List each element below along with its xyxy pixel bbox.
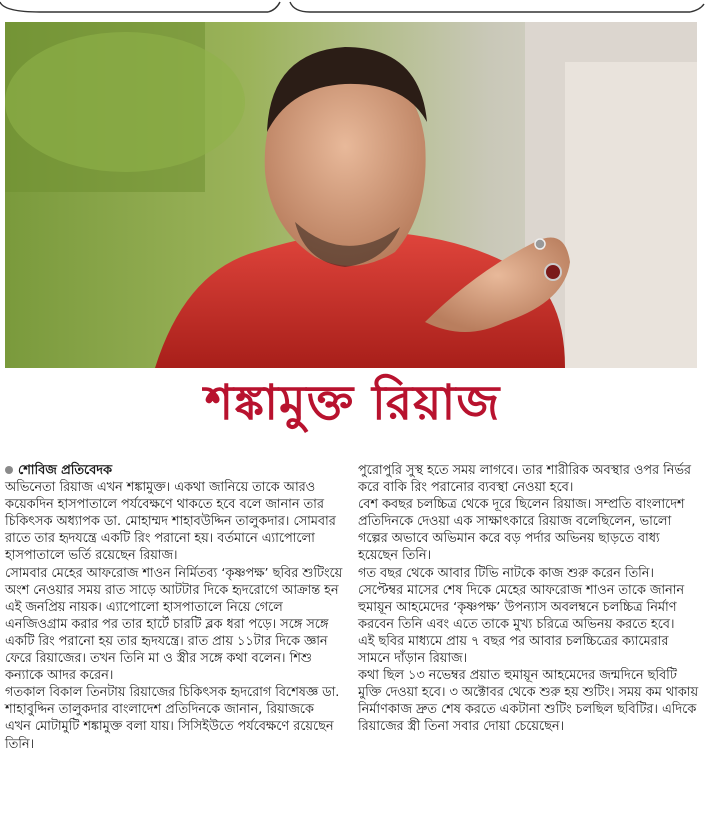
paragraph: পুরোপুরি সুস্থ হতে সময় লাগবে। তার শারীরিক অবস্থার ওপর নির্ভর করে বাকি রিং পরানোর ব্যবস্থা নেওয়া হবে। <box>358 463 691 496</box>
paragraph: গত বছর থেকে আবার টিভি নাটকে কাজ শুরু করেন তিনি। সেপ্টেম্বর মাসের শেষ দিকে মেহের আফরোজ শাওন তাকে জানান হুমায়ূন আহমেদের ‘কৃষ্ণপক্ষ’ উপন্যাস অবলম্বনে চলচ্চিত্র নির্মাণ করবেন তিনি এবং এতে তাকে মুখ্য চরিত্রে অভিনয় করতে হবে। <box>358 565 685 632</box>
byline <box>5 462 343 479</box>
portrait-photo <box>5 22 697 368</box>
paragraph: গতকাল বিকাল তিনটায় রিয়াজের চিকিৎসক হৃদরোগ বিশেষজ্ঞ ডা. শাহাবুদ্দিন তালুকদার বাংলাদেশ প্রতিদিনকে জানান, রিয়াজকে এখন মোটামুটি শঙ্কামুক্ত বলা যায়। সিসিইউতে পর্যবেক্ষণে রয়েছেন তিনি। <box>5 685 340 752</box>
article-right-column <box>358 462 698 736</box>
article-left-column <box>5 462 343 753</box>
paragraph: এই ছবির মাধ্যমে প্রায় ৭ বছর পর আবার চলচ্চিত্রের ক্যামেরার সামনে দাঁড়ান রিয়াজ। <box>358 633 669 667</box>
paragraph: বেশ কবছর চলচ্চিত্র থেকে দূরে ছিলেন রিয়াজ। সম্প্রতি বাংলাদেশ প্রতিদিনকে দেওয়া এক সাক্ষাৎকারে রিয়াজ বলেছিলেন, ভালো গল্পের অভাবে অভিমান করে বড় পর্দার অভিনয় ছাড়তে বাধ্য হয়েছেন তিনি। <box>358 497 685 564</box>
bullet-icon <box>5 466 13 474</box>
paragraph: সোমবার মেহের আফরোজ শাওন নির্মিতব্য ‘কৃষ্ণপক্ষ’ ছবির শুটিংয়ে অংশ নেওয়ার সময় রাত সাড়ে আটটার দিকে হৃদরোগে আক্রান্ত হন এই জনপ্রিয় নায়ক। এ্যাপোলো হাসপাতালে নিয়ে গেলে এনজিওগ্রাম করার পর তার হার্টে চারটি ব্লক ধরা পড়ে। সঙ্গে সঙ্গে একটি রিং পরানো হয় তার হৃদযন্ত্রে। রাত প্রায় ১১টার দিকে জ্ঞান ফেরে রিয়াজের। তখন তিনি মা ও স্ত্রীর সঙ্গে কথা বলেন। শিশু কন্যাকে আদর করেন। <box>5 565 343 684</box>
headline: শঙ্কামুক্ত রিয়াজ <box>204 375 501 431</box>
paragraph: অভিনেতা রিয়াজ এখন শঙ্কামুক্ত। একথা জানিয়ে তাকে আরও কয়েকদিন হাসপাতালে পর্যবেক্ষণে থাকতে হবে বলে জানান তার চিকিৎসক অধ্যাপক ডা. মোহাম্মদ শাহাবউদ্দিন তালুকদার। সোমবার রাতে তার হৃদযন্ত্রে একটি রিং পরানো হয়। বর্তমানে এ্যাপোলো হাসপাতালে ভর্তি রয়েছেন রিয়াজ। <box>5 480 336 564</box>
byline-text: শোবিজ প্রতিবেদক <box>18 463 112 478</box>
paragraph: কথা ছিল ১৩ নভেম্বর প্রয়াত হুমায়ূন আহমেদের জন্মদিনে ছবিটি মুক্তি দেওয়া হবে। ৩ অক্টোবর থেকে শুরু হয় শুটিং। সময় কম থাকায় নির্মাণকাজ দ্রুত শেষ করতে একটানা শুটিং চলছিল ছবিটির। এদিকে রিয়াজের স্ত্রী তিনা সবার দোয়া চেয়েছেন। <box>358 668 698 735</box>
page-top-frame <box>0 0 705 14</box>
